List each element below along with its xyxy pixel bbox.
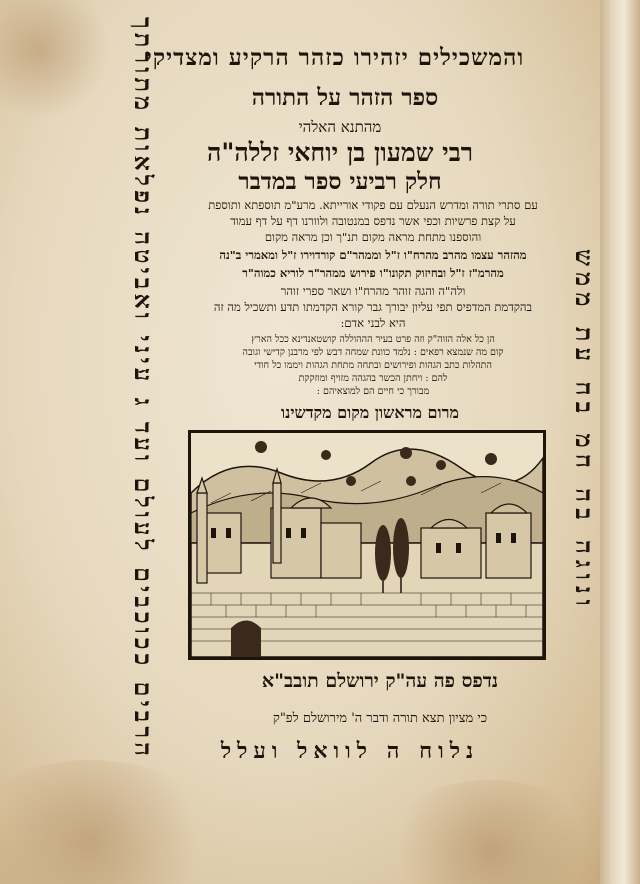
paper-stain — [380, 780, 600, 884]
printing-verse: כי מציון תצא תורה ודבר ה' מירושלם לפ"ק — [272, 711, 488, 726]
body-text-center: היא לבני אדם: — [340, 316, 406, 330]
left-border-verse: הרבים ככוכבים לעולם ועד ג עיני ואביטה נפלאות מתורתך — [129, 17, 158, 760]
small-text-line: קום מה שנמצא רפאים : נלמד כוונת שמחה דבש לפי מרבנן קדישי וגובה — [242, 347, 504, 358]
woodcut-header: מרום מראשון מקום מקדשינו — [281, 403, 459, 422]
paper-stain — [0, 760, 220, 884]
printing-place: נדפס פה עה"ק ירושלם תובב"א — [261, 670, 499, 692]
small-text-line: מבורך כי חיים הם למוצאיהם : — [316, 386, 430, 397]
body-text-line: מהזהר עצמו מהרב מהרח"ו ז"ל וממהר"ם קורדוירו ז"ל ומאמרי ב"נה — [219, 248, 527, 262]
body-text-line: עם סתרי תורה ומדרש הנעלם עם פקודי אורייתא. מרע"מ תוספתא ותוספת — [208, 198, 538, 212]
jerusalem-woodcut — [188, 430, 546, 660]
small-text-line: הן כל אלה הזוה"ק וזה פרט בעיר הההוללה קושטאנדינא ככל הארץ — [251, 334, 495, 345]
body-text-line: והוספנו מתחת מראה מקום תנ"ך וכן מראה מקום — [264, 230, 482, 244]
right-border-verse: ונוגה בה חמ בח עת ממש — [570, 248, 599, 612]
author-name: רבי שמעון בן יוחאי זללה"ה — [206, 138, 474, 167]
body-text-line: ולה"ה והגה זוהר מהרח"ו ושאר ספרי זוהר — [280, 284, 466, 298]
opening-verse: והמשכילים יזהירו כזהר הרקיע ומצדיקי — [145, 44, 525, 71]
body-text-line: מהרמ"ז ז"ל ובחיזוק תקונו"ו פירוש ממהר"ר לוריא כמוה"ר — [242, 266, 504, 280]
body-text-line: בהקדמת המדפיס תפי עליון יבורך גבר קורא הקדמתו תדע ותשכיל מה זה — [213, 300, 533, 314]
small-text-line: התהלות כתב הגהות ופירושים ובתחה מתחת הגהות ויממו כל חודי — [254, 360, 492, 371]
volume-part: חלק רביעי ספר במדבר — [238, 168, 442, 195]
subtitle: מהתנא האלהי — [298, 118, 382, 136]
book-title: ספר הזהר על התורה — [251, 84, 439, 111]
woodcut-illustration — [191, 433, 543, 657]
body-text-line: על קצת פרשיות וכפי אשר נדפס במנטובה ולוורנו דף על דף עמוד — [230, 214, 516, 228]
footer-verse: נלוח ה לוואל ועלל — [220, 738, 480, 764]
small-text-line: להם : ויחתן הכשר בהגהה מזויף ומוזקקת — [298, 373, 448, 384]
book-spine — [600, 0, 640, 884]
